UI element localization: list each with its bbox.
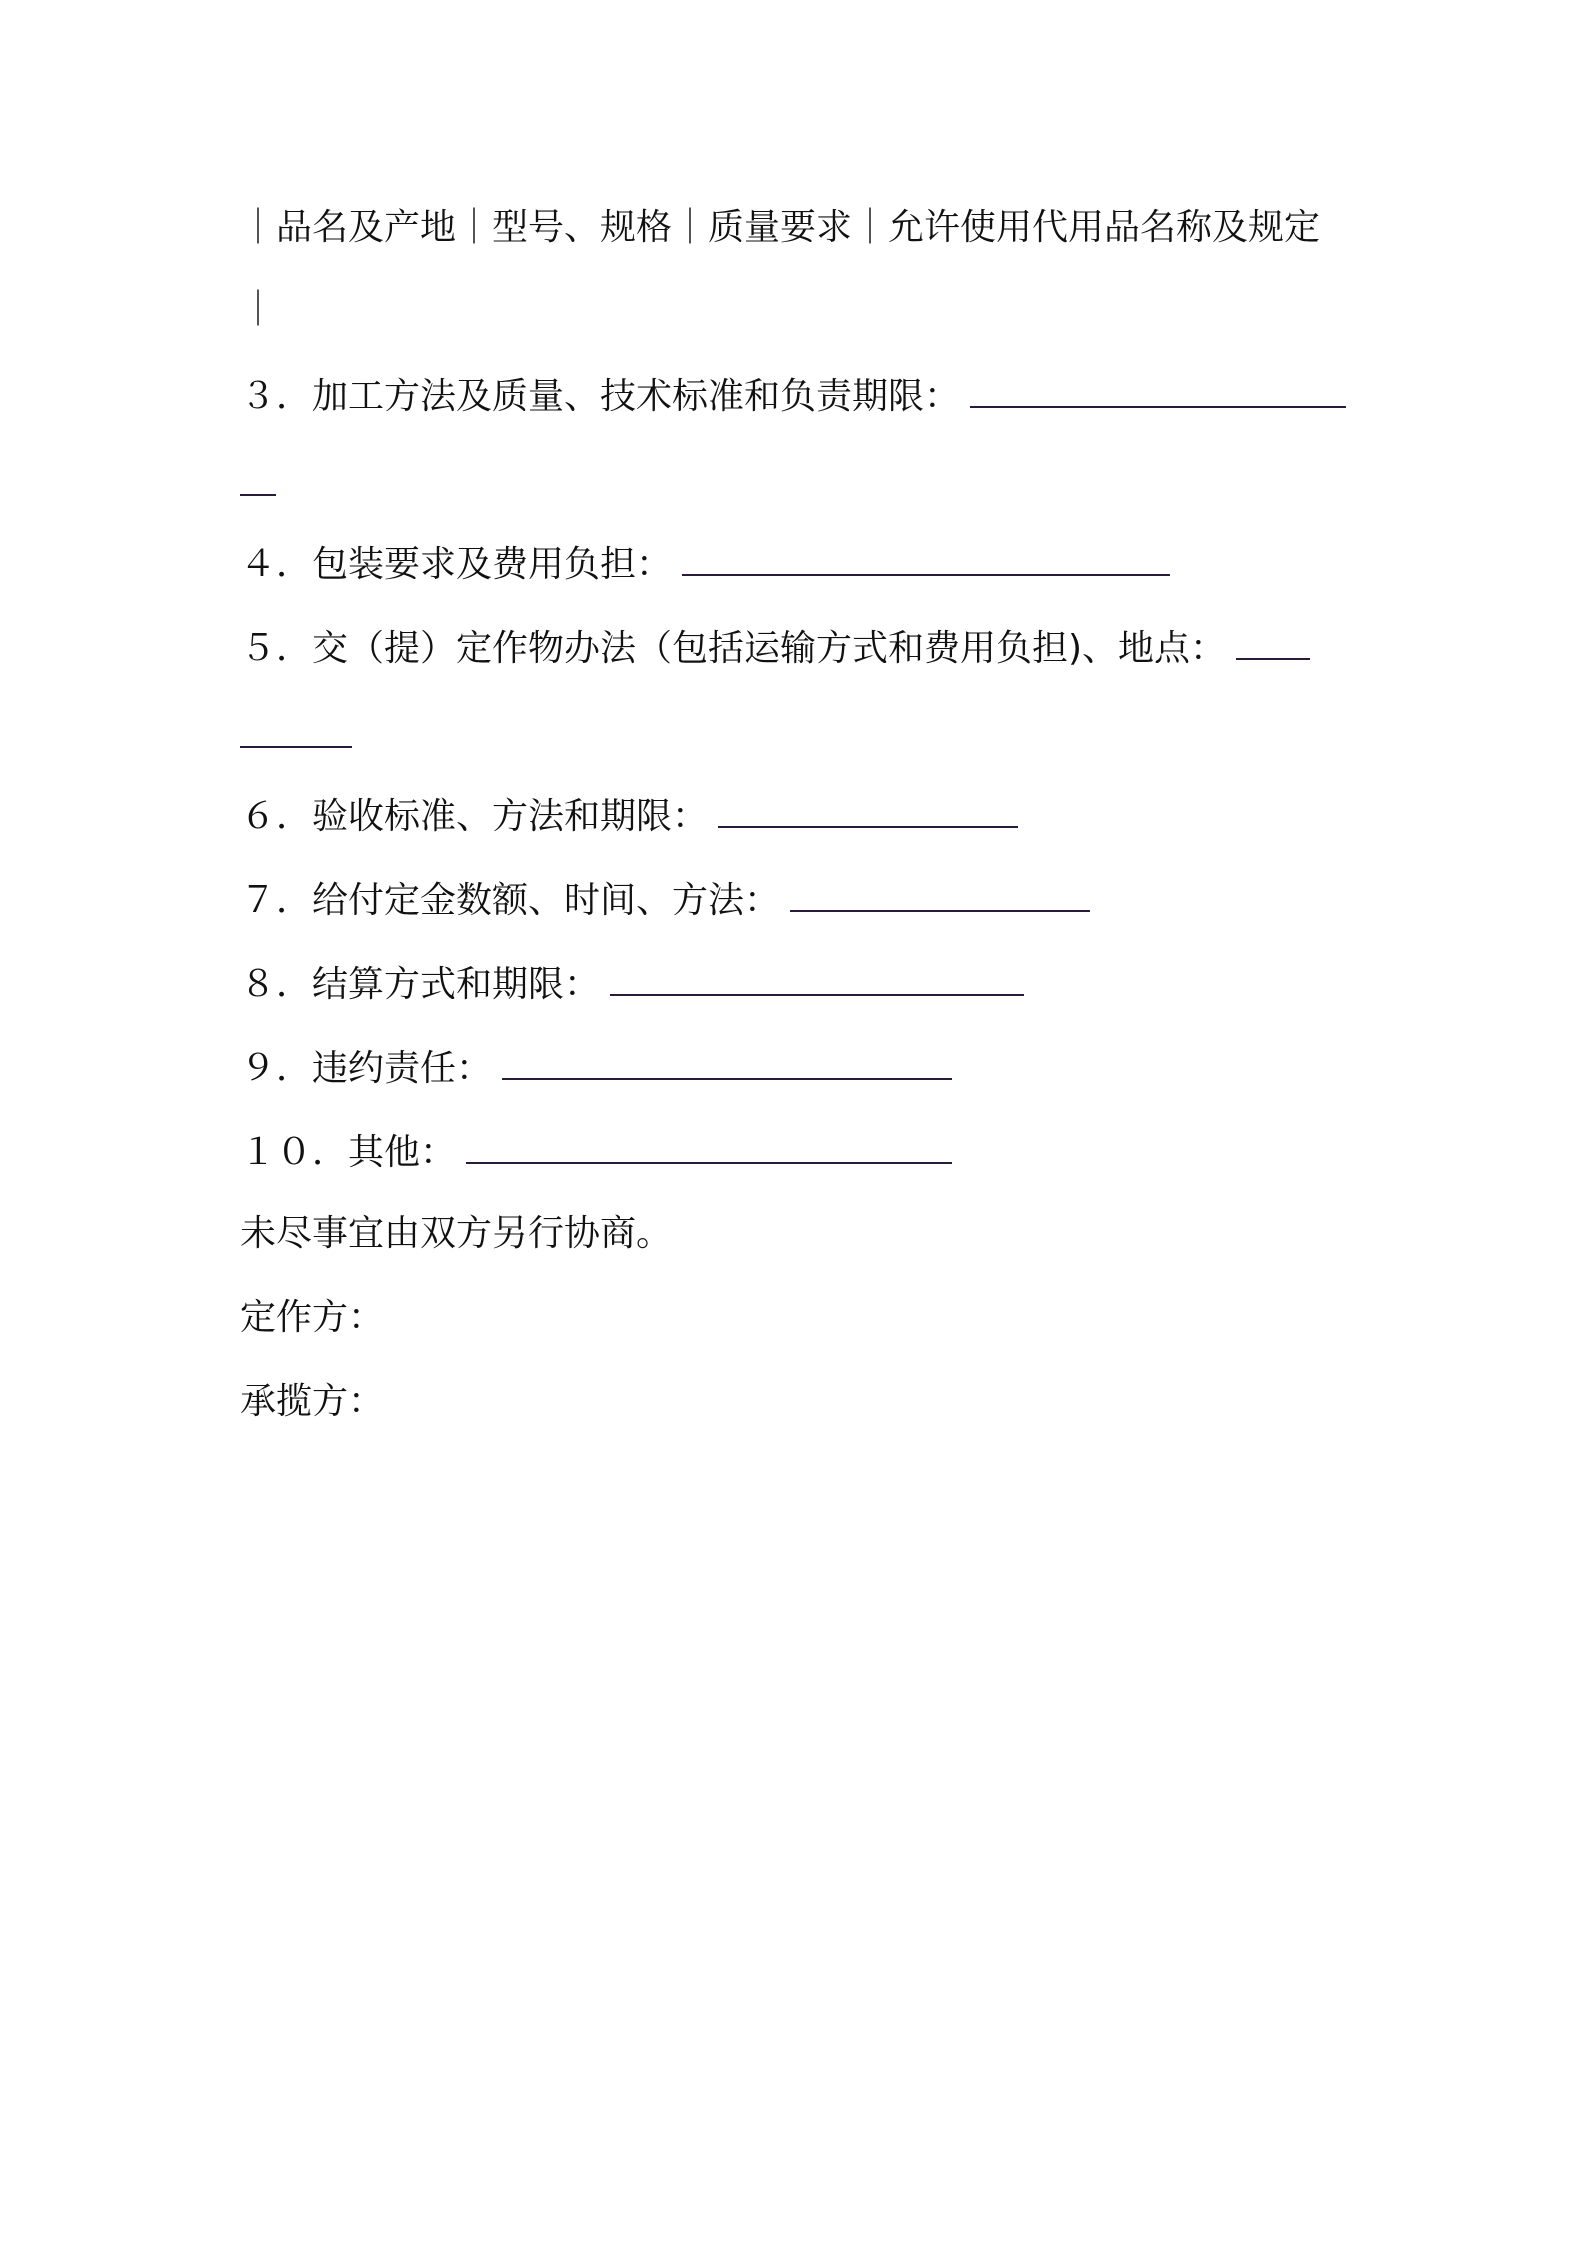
fill-in-blank[interactable] — [718, 790, 1018, 828]
fill-in-blank-continuation[interactable] — [240, 744, 352, 748]
fill-in-blank[interactable] — [790, 874, 1090, 912]
clause-label: 交（提）定作物办法（包括运输方式和费用负担)、地点： — [312, 628, 1227, 669]
fill-in-blank[interactable] — [1236, 622, 1310, 660]
clause-6 — [240, 790, 1018, 841]
clause-number: １０． — [240, 1132, 349, 1173]
clause-number: ８． — [240, 964, 313, 1005]
party-orderer-label: 定作方： — [240, 1297, 385, 1338]
clause-10 — [240, 1126, 952, 1177]
table-header-text: ｜品名及产地｜型号、规格｜质量要求｜允许使用代用品名称及规定 — [240, 207, 1321, 248]
clause-label: 给付定金数额、时间、方法： — [312, 880, 781, 921]
fill-in-blank[interactable] — [502, 1042, 952, 1080]
fill-in-blank-continuation[interactable] — [240, 492, 276, 496]
clause-label: 结算方式和期限： — [312, 964, 601, 1005]
table-header-end: ｜ — [240, 289, 277, 330]
party-contractor-label: 承揽方： — [240, 1381, 385, 1422]
clause-label: 验收标准、方法和期限： — [312, 796, 709, 837]
clause-label: 其他： — [348, 1132, 457, 1173]
clause-label: 违约责任： — [312, 1048, 493, 1089]
clause-8 — [240, 958, 1024, 1009]
clause-number: ４． — [240, 544, 313, 585]
closing-note: 未尽事宜由双方另行协商。 — [240, 1213, 673, 1254]
fill-in-blank[interactable] — [970, 370, 1346, 408]
fill-in-blank[interactable] — [610, 958, 1024, 996]
table-header-row — [240, 204, 1320, 252]
clause-number: ６． — [240, 796, 313, 837]
clause-number: ５． — [240, 628, 313, 669]
clause-4 — [240, 538, 1170, 589]
clause-number: ９． — [240, 1048, 313, 1089]
fill-in-blank[interactable] — [682, 538, 1170, 576]
clause-3 — [240, 370, 1346, 421]
clause-9 — [240, 1042, 952, 1093]
fill-in-blank[interactable] — [466, 1126, 952, 1164]
clause-number: ７． — [240, 880, 313, 921]
clause-5 — [240, 622, 1310, 673]
clause-label: 包装要求及费用负担： — [312, 544, 673, 585]
clause-7 — [240, 874, 1090, 925]
clause-number: ３． — [240, 376, 313, 417]
clause-label: 加工方法及质量、技术标准和负责期限： — [312, 376, 961, 417]
